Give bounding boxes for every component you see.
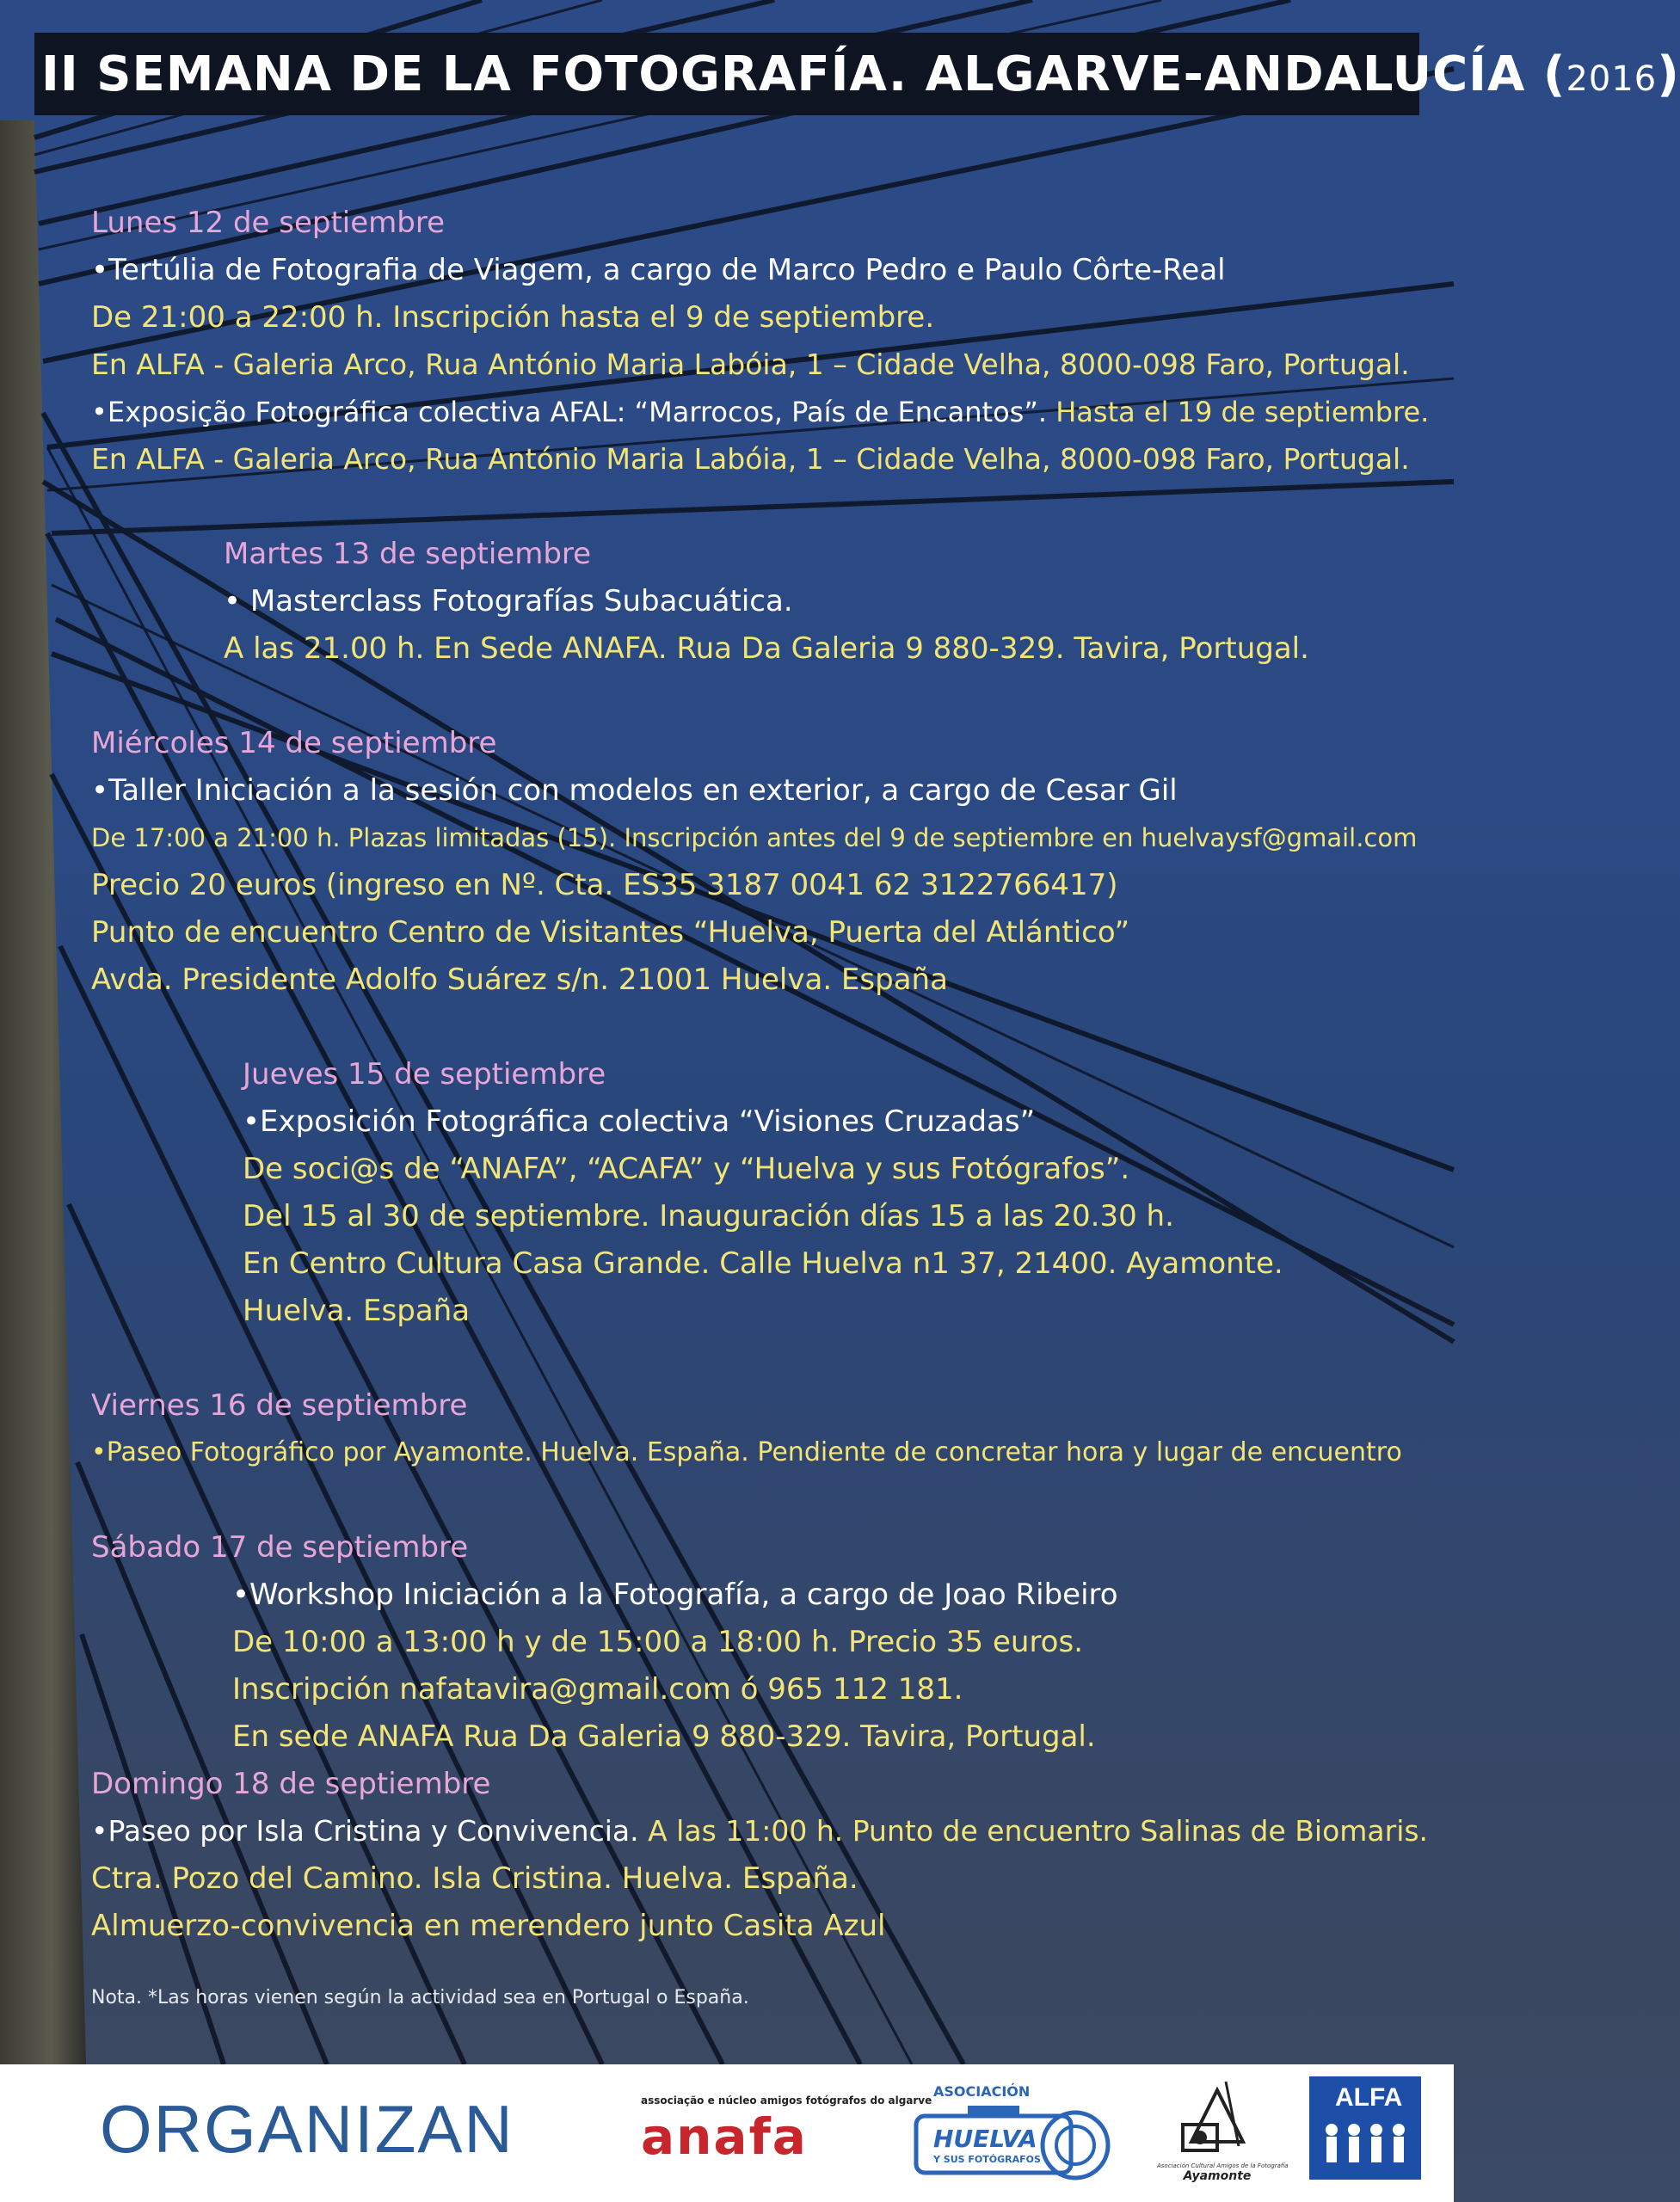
event-detail: Inscripción nafatavira@gmail.com ó 965 112 181.	[232, 1672, 963, 1707]
event-line	[243, 1245, 1283, 1282]
event-title: •Exposição Fotográfica colectiva AFAL: “Marrocos, País de Encantos”.	[91, 396, 1048, 428]
event-title: •Workshop Iniciación a la Fotografía, a cargo de Joao Ribeiro	[232, 1578, 1118, 1612]
event-line	[91, 393, 1429, 431]
event-line	[224, 630, 1309, 667]
event-detail: A las 11:00 h. Punto de encuentro Salinas de Biomaris.	[638, 1814, 1429, 1848]
event-line	[91, 913, 1129, 951]
event-line	[232, 1670, 963, 1708]
event-line	[91, 298, 934, 336]
event-line	[91, 346, 1410, 384]
event-detail: Hasta el 19 de septiembre.	[1047, 396, 1430, 428]
day-date: Lunes 12 de septiembre	[91, 206, 446, 240]
event-detail: Precio 20 euros (ingreso en Nº. Cta. ES35 3187 0041 62 3122766417)	[91, 868, 1118, 902]
event-detail: De 21:00 a 22:00 h. Inscripción hasta el 9 de septiembre.	[91, 300, 935, 335]
event-detail: En Centro Cultura Casa Grande. Calle Huelva n1 37, 21400. Ayamonte.	[243, 1246, 1283, 1281]
event-detail: En ALFA - Galeria Arco, Rua António Maria Labóia, 1 – Cidade Velha, 8000-098 Faro, Portugal.	[91, 442, 1410, 476]
page-title: II SEMANA DE LA FOTOGRAFÍA. ALGARVE-ANDALUCÍA (2016)	[41, 46, 1680, 102]
event-detail: Huelva. España	[243, 1294, 471, 1328]
event-line	[232, 1623, 1083, 1661]
event-detail: Ctra. Pozo del Camino. Isla Cristina. Huelva. España.	[91, 1861, 858, 1896]
event-line	[91, 440, 1410, 478]
event-detail: Del 15 al 30 de septiembre. Inauguración días 15 a las 20.30 h.	[243, 1199, 1174, 1233]
day-date: Domingo 18 de septiembre	[91, 1767, 491, 1801]
event-detail: •Paseo Fotográfico por Ayamonte. Huelva. España. Pendiente de concretar hora y lugar de encuentro	[91, 1437, 1402, 1467]
huelva-logo: ASOCIACIÓN HUELVA Y SUS FOTÓGRAFOS	[908, 2083, 1114, 2187]
event-detail: Avda. Presidente Adolfo Suárez s/n. 21001 Huelva. España	[91, 963, 948, 997]
event-title: • Masterclass Fotografías Subacuática.	[224, 584, 793, 618]
day-date: Jueves 15 de septiembre	[243, 1057, 606, 1092]
event-line	[91, 1812, 1428, 1850]
event-detail: En sede ANAFA Rua Da Galeria 9 880-329. Tavira, Portugal.	[232, 1719, 1096, 1754]
organizan-label: ORGANIZAN	[100, 2091, 514, 2167]
event-line	[224, 582, 793, 620]
event-title: •Paseo por Isla Cristina y Convivencia.	[91, 1814, 639, 1848]
event-line	[91, 1434, 1402, 1472]
event-line	[232, 1576, 1118, 1614]
event-title: •Taller Iniciación a la sesión con modelos en exterior, a cargo de Cesar Gil	[91, 773, 1178, 808]
day-date: Martes 13 de septiembre	[224, 537, 592, 571]
event-line	[232, 1718, 1096, 1756]
note: Nota. *Las horas vienen según la actividad sea en Portugal o España.	[91, 1987, 749, 2008]
event-line	[243, 1150, 1129, 1188]
event-line	[243, 1197, 1174, 1235]
event-title: •Exposición Fotográfica colectiva “Visiones Cruzadas”	[243, 1104, 1036, 1139]
event-line	[91, 961, 948, 999]
event-detail: De 10:00 a 13:00 h y de 15:00 a 18:00 h. Precio 35 euros.	[232, 1625, 1084, 1659]
event-detail: De soci@s de “ANAFA”, “ACAFA” y “Huelva y sus Fotógrafos”.	[243, 1152, 1130, 1186]
event-detail: Almuerzo-convivencia en merendero junto Casita Azul	[91, 1909, 886, 1943]
event-detail: En ALFA - Galeria Arco, Rua António Maria Labóia, 1 – Cidade Velha, 8000-098 Faro, Portugal.	[91, 348, 1410, 381]
event-line	[91, 772, 1178, 809]
event-line	[243, 1103, 1035, 1141]
day-date: Viernes 16 de septiembre	[91, 1388, 468, 1423]
event-line	[91, 251, 1226, 289]
event-line	[91, 1860, 858, 1898]
event-detail: Punto de encuentro Centro de Visitantes “Huelva, Puerta del Atlántico”	[91, 915, 1130, 950]
day-date: Miércoles 14 de septiembre	[91, 726, 497, 760]
footer	[0, 2064, 1454, 2202]
event-line	[91, 866, 1118, 904]
day-date: Sábado 17 de septiembre	[91, 1530, 469, 1565]
event-line	[243, 1292, 470, 1330]
event-line	[91, 819, 1417, 857]
alfa-logo: ALFA	[1309, 2076, 1421, 2180]
anafa-logo: associação e núcleo amigos fotógrafos do algarve anafa	[641, 2094, 932, 2166]
event-title: •Tertúlia de Fotografia de Viagem, a cargo de Marco Pedro e Paulo Côrte-Real	[91, 253, 1226, 287]
event-line	[91, 1907, 885, 1945]
event-detail: De 17:00 a 21:00 h. Plazas limitadas (15). Inscripción antes del 9 de septiembre en huelvaysf@gmail.com	[91, 823, 1418, 852]
event-detail: A las 21.00 h. En Sede ANAFA. Rua Da Galeria 9 880-329. Tavira, Portugal.	[224, 631, 1309, 666]
ayamonte-logo: Asociación Cultural Amigos de la Fotografía Ayamonte	[1157, 2073, 1277, 2193]
title-bar	[34, 33, 1680, 115]
